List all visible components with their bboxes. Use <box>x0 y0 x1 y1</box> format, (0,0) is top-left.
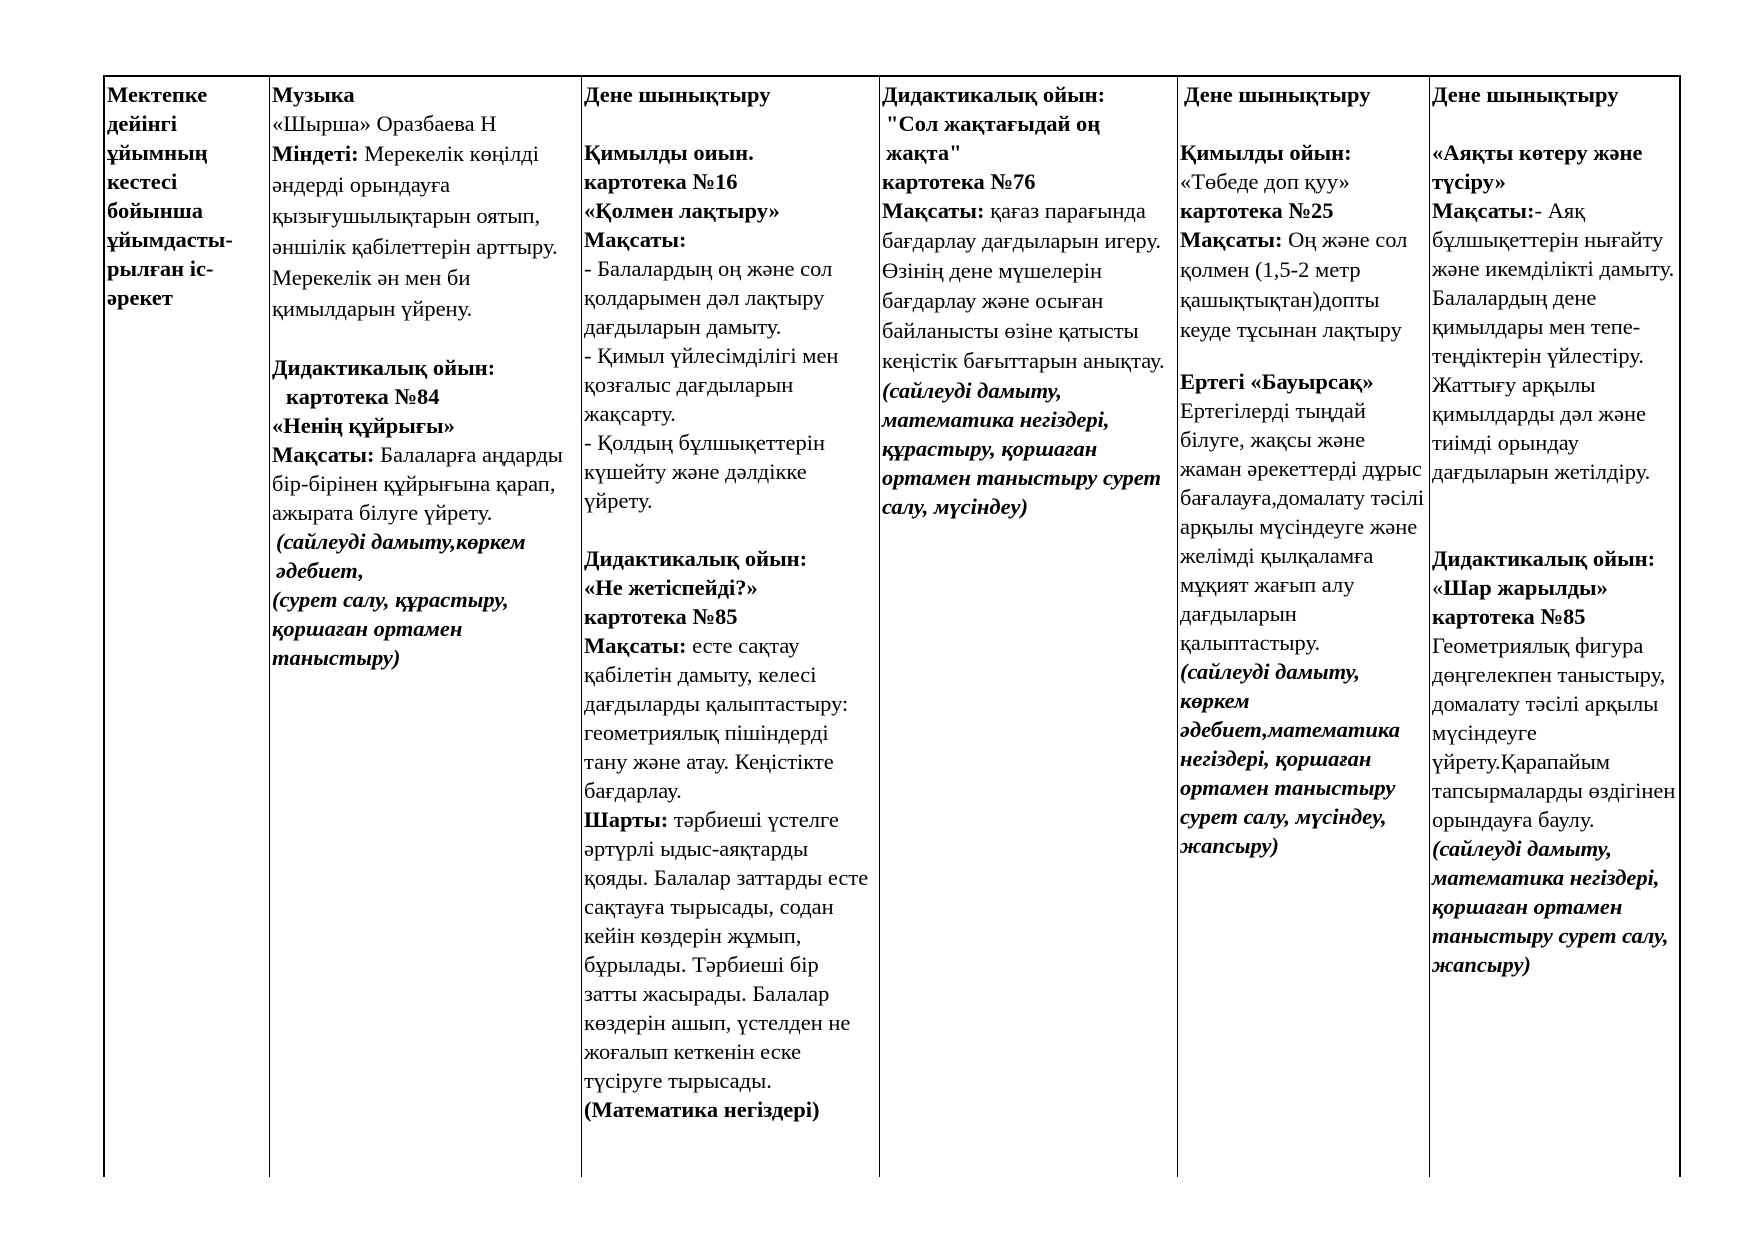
didactic-game-name: "Сол жақтағыдай оң жақта" <box>886 111 1101 165</box>
pe2-note: (сайлеуді дамыту, көркем әдебиет,математика негіздері, қоршаған ортамен таныстыру сурет салу, мүсіндеу, жапсыру) <box>1180 659 1401 858</box>
column-didactic <box>879 77 1177 1177</box>
didactic-goal-text: қағаз парағында бағдарлау дағдыларын игеру. Өзінің дене мүшелерін бағдарлау және осыған байланысты өзіне қатысты кеңістік бағыттарын анықтау. <box>882 198 1165 373</box>
pe3-goal-text: - Аяқ бұлшықеттерін нығайту және икемділікті дамыту. Балалардың дене қимылдары мен тепе-теңдіктерін үйлестіру. Жаттығу арқылы қимылдарды дәл және тиімді орындау дағдыларын жетілдіру. <box>1432 198 1675 484</box>
pe1-rule <box>584 805 877 1095</box>
pe1-goal-item: - Қолдың бұлшықеттерін күшейту және дәлдікке үйрету. <box>584 430 826 513</box>
music-task-label: Міндеті: <box>272 141 359 166</box>
pe3-game2-title: Дидактикалық ойын: <box>1432 546 1656 571</box>
pe1-rule-text: тәрбиеші үстелге әртүрлі ыдыс-аяқтарды қояды. Балалар заттарды есте сақтауға тырысады, содан кейін көздерін жұмып, бұрылады. Тәрбиеші бір затты жасырады. Балалар көздерін ашып, үстелден не жоғалып кеткенін еске түсіруге тырысады. <box>584 807 869 1093</box>
pe1-game-type: Қимылды оиын. <box>584 140 754 165</box>
pe2-game-type: Қимылды ойын: <box>1180 140 1352 165</box>
pe1-game2-name: «Не жетіспейді?» <box>584 575 758 600</box>
didactic-goal-label: Мақсаты: <box>882 198 985 223</box>
pe1-card2: картотека №85 <box>584 604 738 629</box>
pe3-game-name: «Аяқты көтеру және түсіру» <box>1432 140 1643 194</box>
music-goal-label: Мақсаты: <box>272 442 375 467</box>
column-pe-2 <box>1177 77 1429 1177</box>
pe1-goal2-text: есте сақтау қабілетін дамыту, келесі дағдыларды қалыптастыру: геометриялық пішіндерді тану және атау. Кеңістікте бағдарлау. <box>584 633 849 803</box>
pe2-goal <box>1180 225 1427 345</box>
pe3-goal-label: Мақсаты: <box>1432 198 1535 223</box>
music-task <box>272 138 579 324</box>
music-song: «Шырша» Оразбаева Н <box>272 111 497 136</box>
music-game-name: «Ненің құйрығы» <box>272 413 455 438</box>
music-goal <box>272 440 579 527</box>
pe1-game2-title: Дидактикалық ойын: <box>584 546 808 571</box>
didactic-note: (сайлеуді дамыту, математика негіздері, құрастыру, қоршаған ортамен таныстыру сурет салу, мүсіндеу) <box>882 378 1161 519</box>
pe3-card: картотека №85 <box>1432 604 1586 629</box>
pe2-tale-title: Ертегі «Бауырсақ» <box>1180 369 1374 394</box>
row-header-text: Мектепке дейінгі ұйымның кестесі бойынша ұйымдасты-рылған іс-әрекет <box>107 82 233 310</box>
music-game-title: Дидактикалық ойын: <box>272 355 496 380</box>
pe1-rule-label: Шарты: <box>584 807 669 832</box>
pe2-card: картотека №25 <box>1180 198 1334 223</box>
schedule-table <box>103 75 1681 1177</box>
pe3-desc: Геометриялық фигура дөңгелекпен таныстыру, домалату тәсілі арқылы мүсіндеуге үйрету.Қарапайым тапсырмаларды өздігінен орындауға баулу. <box>1432 633 1676 832</box>
pe2-tale-text: Ертегілерді тыңдай білуге, жақсы және жаман әрекеттерді дұрыс бағалауға,домалату тәсілі арқылы мүсіндеуге және желімді қылқаламға мұқият жағып алу дағдыларын қалыптастыру. <box>1180 398 1425 655</box>
didactic-goal <box>882 196 1175 376</box>
pe1-goal-item: - Балалардың оң және сол қолдарымен дәл лақтыру дағдыларын дамыту. <box>584 256 833 339</box>
column-music <box>269 77 581 1177</box>
pe3-title: Дене шынықтыру <box>1432 82 1619 107</box>
pe1-card: картотека №16 <box>584 169 738 194</box>
column-pe-3 <box>1429 77 1679 1177</box>
music-game-card: картотека №84 <box>286 384 440 409</box>
pe3-game2-line <box>1432 573 1677 602</box>
pe3-note: (сайлеуді дамыту, математика негіздері, қоршаған ортамен таныстыру сурет салу, жапсыру) <box>1432 836 1669 977</box>
pe2-goal-label: Мақсаты: <box>1180 227 1283 252</box>
pe3-game2-name: Шар жарылды» <box>1443 575 1608 600</box>
pe1-goal2-label: Мақсаты: <box>584 633 687 658</box>
music-note-1: (сайлеуді дамыту,көркем әдебиет, <box>276 529 526 583</box>
pe1-game-name: «Қолмен лақтыру» <box>584 198 780 223</box>
pe3-goal <box>1432 196 1677 486</box>
column-header <box>105 77 269 1177</box>
pe2-game-name: «Төбеде доп қуу» <box>1180 169 1350 194</box>
pe2-title: Дене шынықтыру <box>1184 82 1371 107</box>
pe1-goal-label: Мақсаты: <box>584 227 687 252</box>
pe3-game2-quote: « <box>1432 575 1444 600</box>
pe2-goal-text: Оң және сол қолмен (1,5-2 метр қашықтықтан)допты кеуде тұсынан лақтыру <box>1180 227 1408 342</box>
pe1-goal-item: - Қимыл үйлесімділігі мен қозғалыс дағдыларын жақсарту. <box>584 343 839 426</box>
pe1-title: Дене шынықтыру <box>584 82 771 107</box>
column-pe-1 <box>581 77 879 1177</box>
pe1-note: (Математика негіздері) <box>584 1097 820 1122</box>
music-goal-text: Балаларға аңдарды бір-бірінен құйрығына қарап, ажырата білуге үйрету. <box>272 442 563 525</box>
didactic-title: Дидактикалық ойын: <box>882 82 1106 107</box>
music-title: Музыка <box>272 82 355 107</box>
didactic-card: картотека №76 <box>882 169 1036 194</box>
music-note-2: (сурет салу, құрастыру, қоршаған ортамен таныстыру) <box>272 587 509 670</box>
pe1-goal2 <box>584 631 877 805</box>
music-task-text: Мерекелік көңілді әндерді орындауға қызығушылықтарын оятып, әншілік қабілеттерін арттыру. Мерекелік ән мен би қимылдарын үйрену. <box>272 141 558 321</box>
